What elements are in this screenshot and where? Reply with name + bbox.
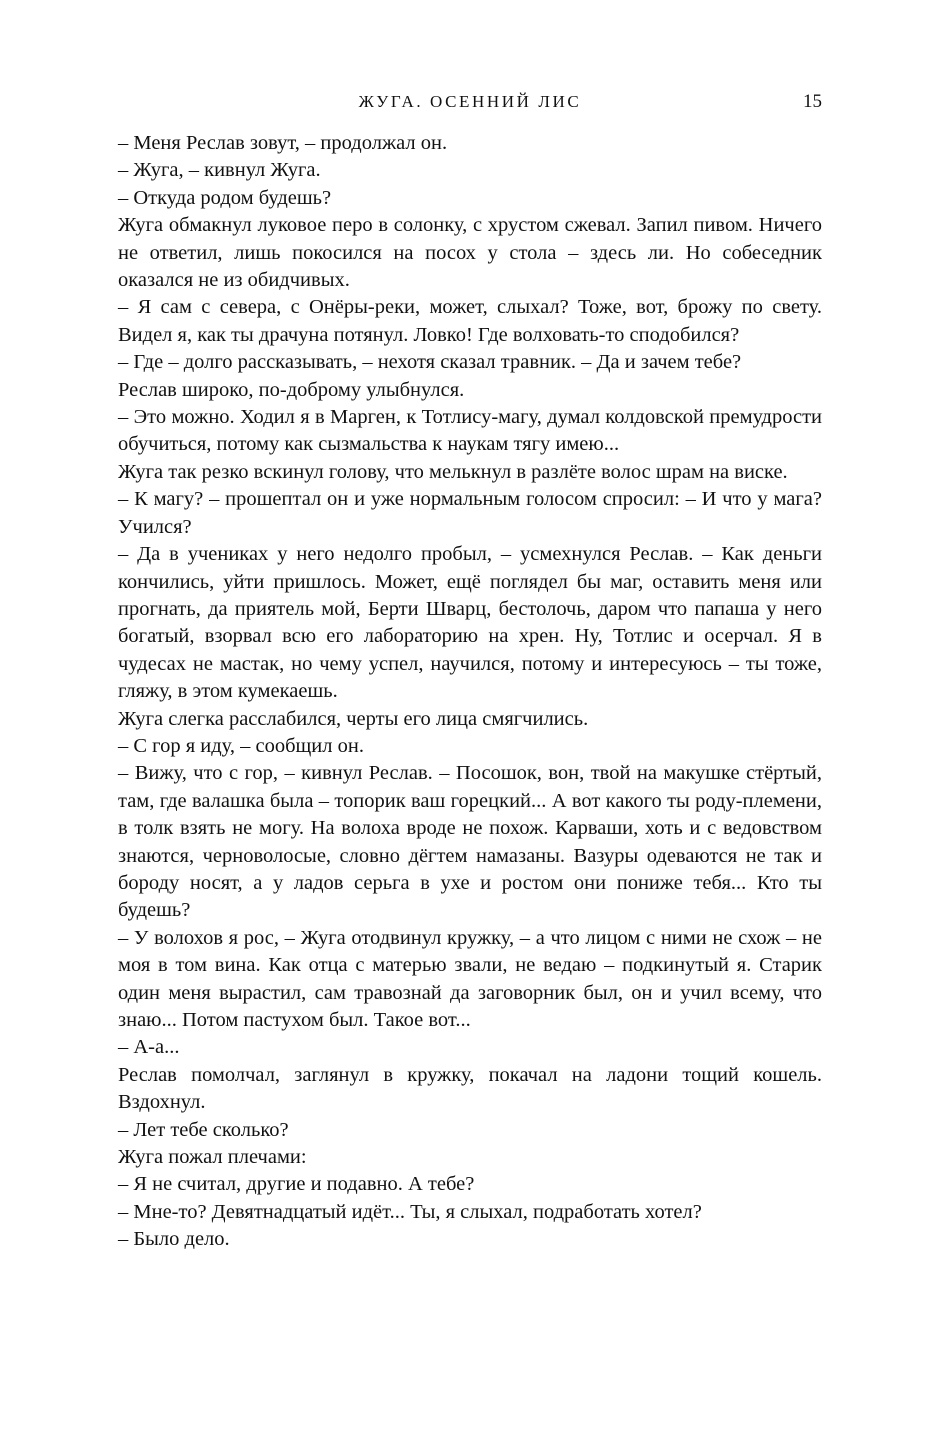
- paragraph: – Я не считал, другие и подавно. А тебе?: [118, 1173, 475, 1196]
- paragraph: – С гор я иду, – сообщил он.: [118, 734, 364, 757]
- running-title: ЖУГА. ОСЕННИЙ ЛИС: [358, 92, 582, 111]
- paragraph: Реслав широко, по-доброму улыбнулся.: [118, 378, 465, 401]
- paragraph: – Откуда родом будешь?: [118, 186, 332, 209]
- paragraph: – Я сам с севера, с Онёры-реки, может, слыхал? Тоже, вот, брожу по свету. Видел я, как ты драчуна потянул. Ловко! Где волховать-то сподобился?: [118, 296, 822, 346]
- paragraph: Жуга так резко вскинул голову, что мелькнул в разлёте волос шрам на виске.: [118, 460, 788, 483]
- paragraph: – У волохов я рос, – Жуга отодвинул кружку, – а что лицом с ними не схож – не моя в том вина. Как отца с матерью звали, не ведаю – подкинутый я. Старик один меня вырастил, сам травознай да заговорник был, он и учил всему, что знаю... Потом пастухом был. Такое вот...: [118, 926, 822, 1031]
- body-text: [118, 130, 822, 1254]
- paragraph: Жуга слегка расслабился, черты его лица смягчились.: [118, 707, 589, 730]
- page-number: 15: [803, 91, 822, 112]
- paragraph: Жуга обмакнул луковое перо в солонку, с хрустом сжевал. Запил пивом. Ничего не ответил, лишь покосился на посох у стола – здесь ли. Но собеседник оказался не из обидчивых.: [118, 214, 822, 292]
- paragraph: – А-а...: [118, 1036, 180, 1059]
- paragraph: Реслав помолчал, заглянул в кружку, покачал на ладони тощий кошель. Вздохнул.: [118, 1063, 822, 1114]
- paragraph: – Было дело.: [118, 1228, 230, 1251]
- paragraph: – Мне-то? Девятнадцатый идёт... Ты, я слыхал, подработать хотел?: [118, 1200, 702, 1223]
- paragraph: – Лет тебе сколько?: [118, 1118, 289, 1141]
- paragraph: – Жуга, – кивнул Жуга.: [118, 159, 321, 182]
- paragraph: – Меня Реслав зовут, – продолжал он.: [118, 132, 448, 154]
- paragraph: – Где – долго рассказывать, – нехотя сказал травник. – Да и зачем тебе?: [118, 351, 742, 374]
- page-header: [118, 90, 822, 114]
- paragraph: – Это можно. Ходил я в Марген, к Тотлису-магу, думал колдовской премудрости обучиться, потому как сызмальства к наукам тягу имею...: [118, 406, 822, 456]
- paragraph: – Вижу, что с гор, – кивнул Реслав. – Посошок, вон, твой на макушке стёртый, там, где валашка была – топорик ваш горецкий... А вот какого ты роду-племени, в толк взять не могу. На волоха вроде не похож. Карваши, хоть и с ведовством знаются, черноволосые, словно дёгтем намазаны. Вазуры одеваются не так и бороду носят, а у ладов серьга в ухе и ростом они пониже тебя... Кто ты будешь?: [118, 762, 822, 922]
- paragraph: – К магу? – прошептал он и уже нормальным голосом спросил: – И что у мага? Учился?: [118, 488, 822, 538]
- paragraph: Жуга пожал плечами:: [118, 1146, 307, 1169]
- paragraph: – Да в учениках у него недолго пробыл, – усмехнулся Реслав. – Как деньги кончились, уйти пришлось. Может, ещё поглядел бы маг, оставить меня или прогнать, да приятель мой, Берти Шварц, бестолочь, даром что папаша у него богатый, взорвал всю его лабораторию на хрен. Ну, Тотлис и осерчал. Я в чудесах не мастак, но чему успел, научился, потому и интересуюсь – ты тоже, гляжу, в этом кумекаешь.: [118, 543, 822, 703]
